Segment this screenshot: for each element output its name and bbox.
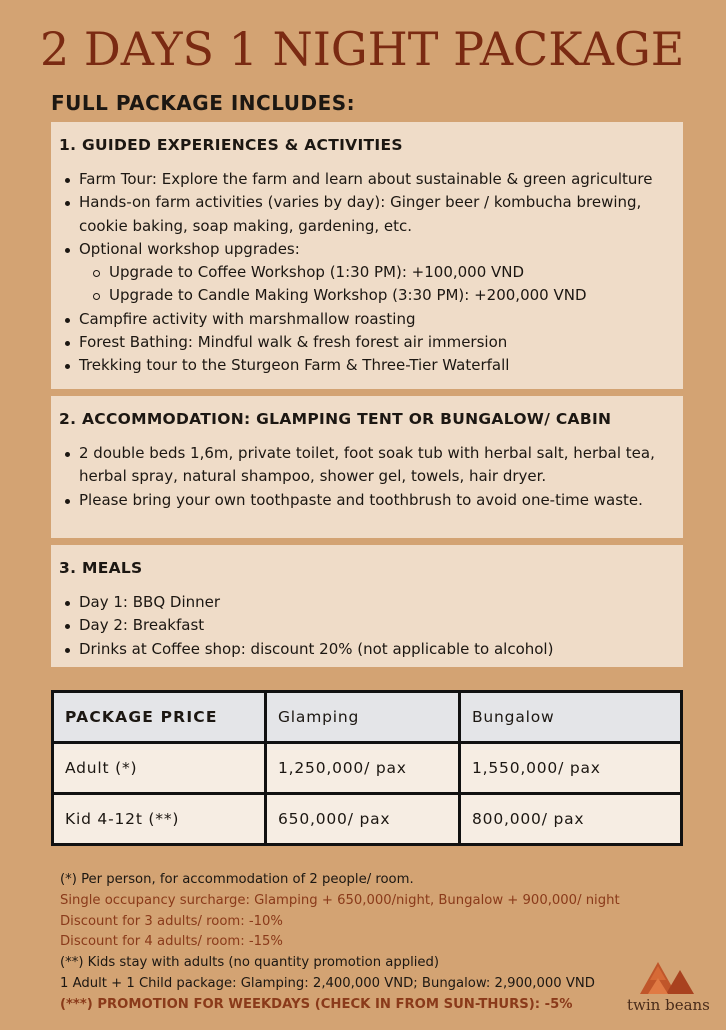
table-cell: Kid 4-12t (**): [53, 794, 266, 845]
list-item: Please bring your own toothpaste and toothbrush to avoid one-time waste.: [79, 489, 675, 512]
table-header-cell: PACKAGE PRICE: [53, 692, 266, 743]
table-cell: 650,000/ pax: [266, 794, 460, 845]
table-cell: 1,250,000/ pax: [266, 743, 460, 794]
table-cell: Adult (*): [53, 743, 266, 794]
section-accommodation: [51, 396, 683, 538]
table-cell: 1,550,000/ pax: [460, 743, 682, 794]
sub-list-item: Upgrade to Candle Making Workshop (3:30 PM): +200,000 VND: [109, 284, 675, 307]
section-heading: 1. GUIDED EXPERIENCES & ACTIVITIES: [59, 136, 403, 154]
accommodation-list: [59, 442, 675, 512]
note-line: Single occupancy surcharge: Glamping + 650,000/night, Bungalow + 900,000/ night: [60, 892, 620, 908]
list-item: Drinks at Coffee shop: discount 20% (not applicable to alcohol): [79, 638, 675, 661]
meals-list: [59, 591, 675, 661]
table-cell: 800,000/ pax: [460, 794, 682, 845]
promotion-note: (***) PROMOTION FOR WEEKDAYS (CHECK IN FROM SUN-THURS): -5%: [60, 996, 573, 1012]
table-row: [53, 743, 682, 794]
note-line: Discount for 3 adults/ room: -10%: [60, 913, 283, 929]
price-table: [51, 690, 683, 846]
section-meals: [51, 545, 683, 667]
table-header-cell: Glamping: [266, 692, 460, 743]
list-item: 2 double beds 1,6m, private toilet, foot soak tub with herbal salt, herbal tea, herbal spray, natural shampoo, shower gel, towels, hair dryer.: [79, 442, 675, 489]
activity-list: [59, 168, 675, 378]
price-notes: [60, 870, 620, 1016]
brand-logo-text: twin beans: [627, 996, 710, 1014]
list-item: Day 1: BBQ Dinner: [79, 591, 675, 614]
note-line: Discount for 4 adults/ room: -15%: [60, 934, 283, 950]
note-line: 1 Adult + 1 Child package: Glamping: 2,400,000 VND; Bungalow: 2,900,000 VND: [60, 975, 595, 991]
note-line: (**) Kids stay with adults (no quantity promotion applied): [60, 955, 440, 971]
package-includes-heading: FULL PACKAGE INCLUDES:: [51, 91, 356, 115]
list-item: Farm Tour: Explore the farm and learn about sustainable & green agriculture: [79, 168, 675, 191]
page-title: 2 DAYS 1 NIGHT PACKAGE: [40, 22, 685, 76]
table-row: [53, 794, 682, 845]
list-item: Day 2: Breakfast: [79, 614, 675, 637]
note-line: (*) Per person, for accommodation of 2 people/ room.: [60, 872, 414, 887]
sub-list-item: Upgrade to Coffee Workshop (1:30 PM): +100,000 VND: [109, 261, 675, 284]
workshop-upgrade-list: [79, 261, 675, 308]
list-item: Campfire activity with marshmallow roasting: [79, 308, 675, 331]
section-heading: 2. ACCOMMODATION: GLAMPING TENT OR BUNGALOW/ CABIN: [59, 410, 612, 428]
section-heading: 3. MEALS: [59, 559, 143, 577]
list-item: [79, 238, 675, 308]
list-item: Hands-on farm activities (varies by day): Ginger beer / kombucha brewing, cookie baking, soap making, gardening, etc.: [79, 191, 675, 238]
table-header-cell: Bungalow: [460, 692, 682, 743]
section-guided-experiences: [51, 122, 683, 389]
table-header-row: [53, 692, 682, 743]
list-item: Forest Bathing: Mindful walk & fresh forest air immersion: [79, 331, 675, 354]
list-item: Trekking tour to the Sturgeon Farm & Three-Tier Waterfall: [79, 354, 675, 377]
list-item-label: Optional workshop upgrades:: [79, 239, 300, 258]
